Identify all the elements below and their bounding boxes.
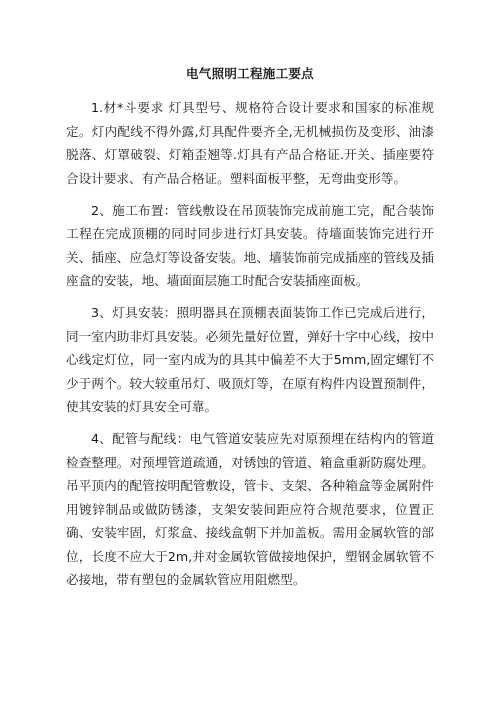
paragraph-materials: 1.材*斗要求 灯具型号、规格符合设计要求和国家的标准规定。灯内配线不得外露,灯具配件要齐全,无机械损伤及变形、油漆脱落、灯罩破裂、灯箱歪翘等.灯具有产品合格证.开关、插座要符合设计要求、有产品合格证。塑料面板平整，无弯曲变形等。 [66, 100, 434, 186]
paragraph-construction-layout: 2、施工布置：管线敷设在吊顶装饰完成前施工完，配合装饰工程在完成顶棚的同时同步进行灯具安装。待墙面装饰完进行开关、插座、应急灯等设备安装。地、墙装饰前完成插座的管线及插座盒的安装，地、墙面面层施工时配合安装插座面板。 [66, 202, 434, 288]
document-title: 电气照明工程施工要点 [185, 66, 314, 81]
paragraph-lamp-installation: 3、灯具安装：照明器具在顶棚表面装饰工作已完成后进行，同一室内助非灯具安装。必须先量好位置，弹好十字中心线，按中心线定灯位，同一室内成为的具其中偏差不大于5mm,固定螺钉不少于两个。较大较重吊灯、吸顶灯等，在原有构件内设置预制件，使其安装的灯具安全可靠。 [66, 305, 434, 414]
paragraph-conduit-wiring: 4、配管与配线：电气管道安装应先对原预埋在结构内的管道检查整理。对预埋管道疏通，对锈蚀的管道、箱盒重新防腐处理。吊平顶内的配管按明配管敷设，管卡、支架、各种箱盒等金属附件用镀锌制品或做防锈漆，支架安装间距应符合规范要求，位置正确、安装牢固，灯浆盒、接线盒朝下并加盖板。需用金属软管的部位，长度不应大于2m,并对金属软管做接地保护，塑钢金属软管不必接地，带有塑包的金属软管应用阻燃型。 [66, 431, 434, 587]
